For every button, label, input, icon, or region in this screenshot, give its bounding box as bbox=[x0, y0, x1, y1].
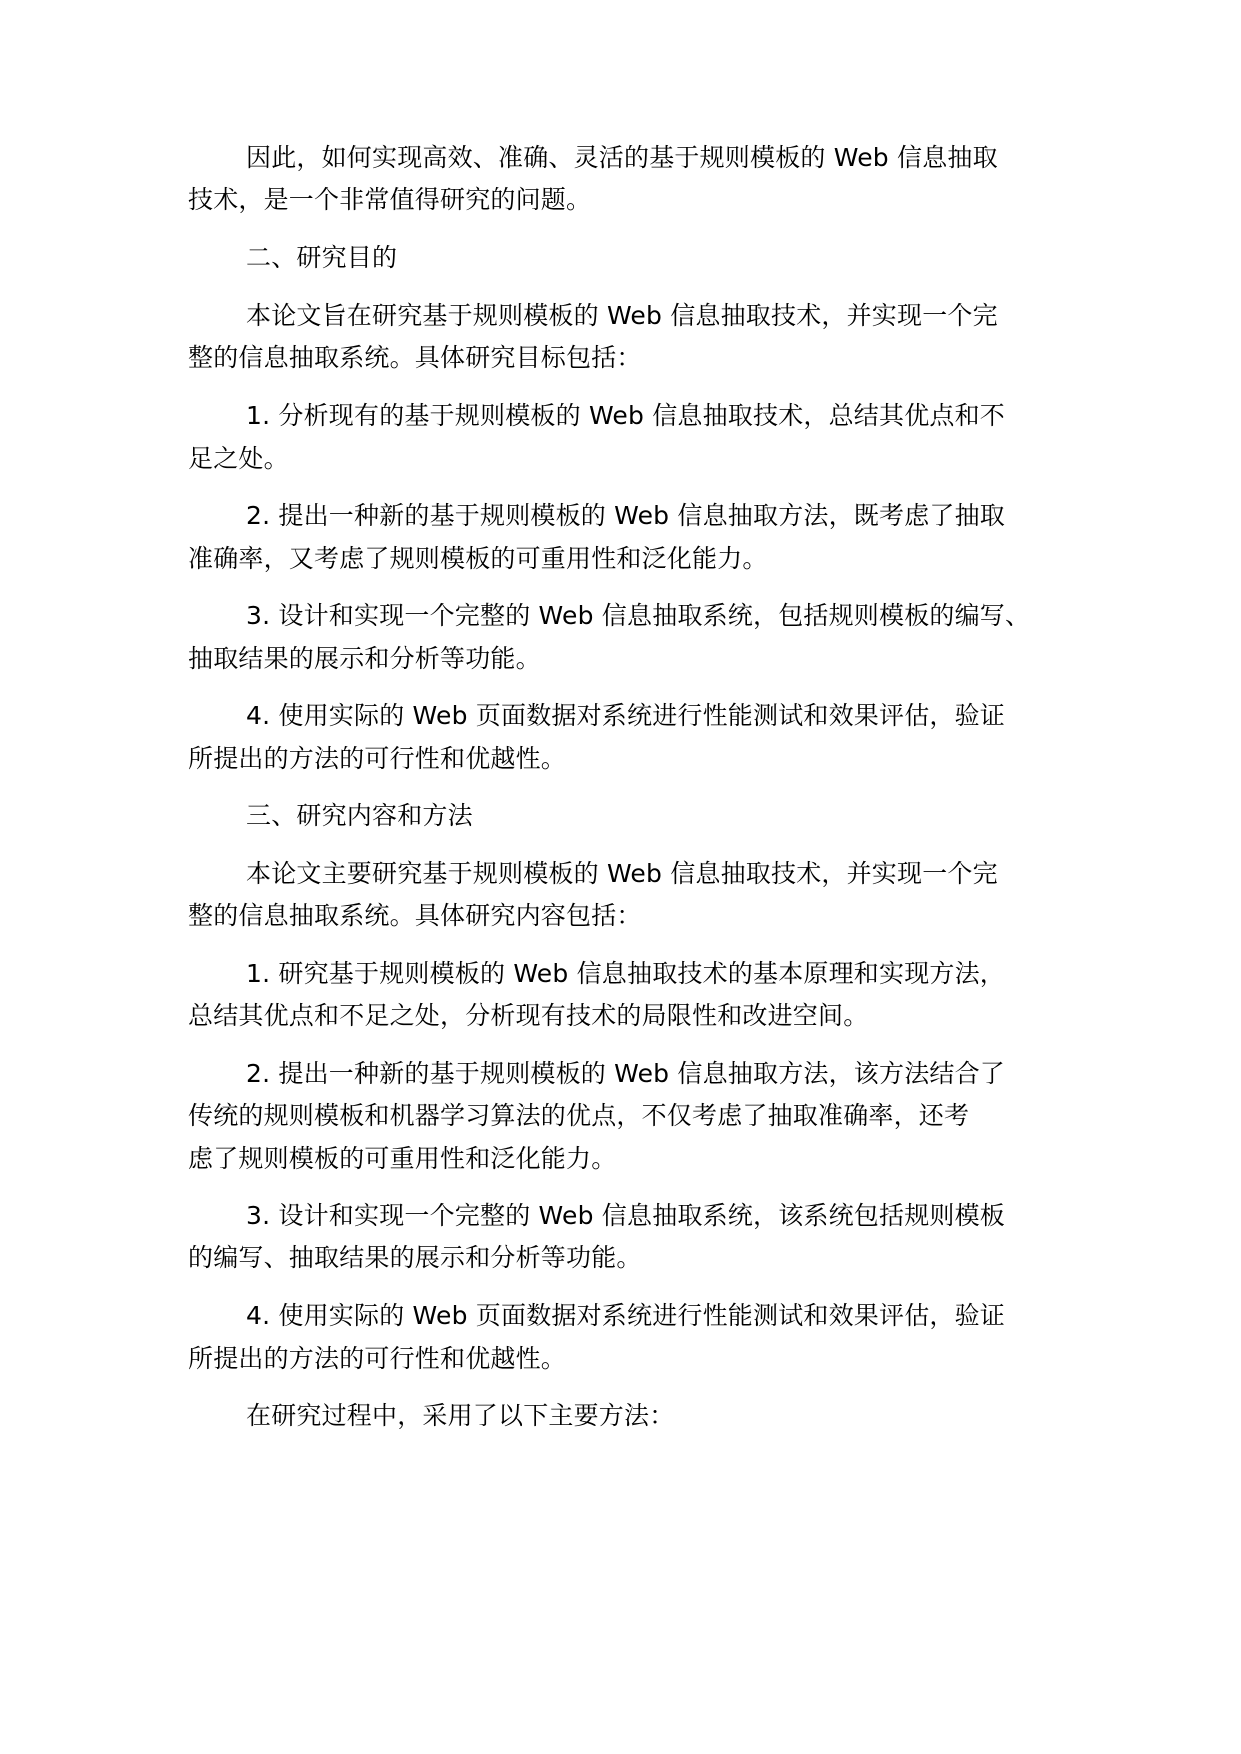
text-line: 整的信息抽取系统。具体研究目标包括： bbox=[188, 343, 642, 372]
list-item-line: 所提出的方法的可行性和优越性。 bbox=[188, 1344, 567, 1373]
list-item-line: 传统的规则模板和机器学习算法的优点，不仅考虑了抽取准确率，还考 bbox=[188, 1101, 970, 1130]
list-item-line: 4. 使用实际的 Web 页面数据对系统进行性能测试和效果评估，验证 bbox=[246, 701, 1005, 730]
list-item-line: 1. 研究基于规则模板的 Web 信息抽取技术的基本原理和实现方法， bbox=[246, 959, 1005, 988]
text-line: 本论文旨在研究基于规则模板的 Web 信息抽取技术，并实现一个完 bbox=[246, 301, 998, 330]
text-line: 技术，是一个非常值得研究的问题。 bbox=[188, 185, 592, 214]
list-item-line: 2. 提出一种新的基于规则模板的 Web 信息抽取方法，该方法结合了 bbox=[246, 1059, 1005, 1088]
list-item-line: 准确率，又考虑了规则模板的可重用性和泛化能力。 bbox=[188, 544, 768, 573]
list-item-line: 足之处。 bbox=[188, 444, 289, 473]
text-line: 本论文主要研究基于规则模板的 Web 信息抽取技术，并实现一个完 bbox=[246, 859, 998, 888]
text-line: 因此，如何实现高效、准确、灵活的基于规则模板的 Web 信息抽取 bbox=[246, 143, 998, 172]
list-item-line: 3. 设计和实现一个完整的 Web 信息抽取系统，包括规则模板的编写、 bbox=[246, 601, 1031, 630]
list-item-line: 虑了规则模板的可重用性和泛化能力。 bbox=[188, 1144, 617, 1173]
list-item-line: 总结其优点和不足之处，分析现有技术的局限性和改进空间。 bbox=[188, 1001, 869, 1030]
list-item-line: 抽取结果的展示和分析等功能。 bbox=[188, 644, 541, 673]
list-item-line: 2. 提出一种新的基于规则模板的 Web 信息抽取方法，既考虑了抽取 bbox=[246, 501, 1005, 530]
list-item-line: 所提出的方法的可行性和优越性。 bbox=[188, 744, 567, 773]
text-line: 整的信息抽取系统。具体研究内容包括： bbox=[188, 901, 642, 930]
section-heading: 二、研究目的 bbox=[246, 243, 398, 272]
list-item-line: 4. 使用实际的 Web 页面数据对系统进行性能测试和效果评估，验证 bbox=[246, 1301, 1005, 1330]
section-heading: 三、研究内容和方法 bbox=[246, 801, 473, 830]
list-item-line: 3. 设计和实现一个完整的 Web 信息抽取系统，该系统包括规则模板 bbox=[246, 1201, 1005, 1230]
list-item-line: 的编写、抽取结果的展示和分析等功能。 bbox=[188, 1243, 642, 1272]
text-line: 在研究过程中，采用了以下主要方法： bbox=[246, 1401, 675, 1430]
list-item-line: 1. 分析现有的基于规则模板的 Web 信息抽取技术，总结其优点和不 bbox=[246, 401, 1005, 430]
